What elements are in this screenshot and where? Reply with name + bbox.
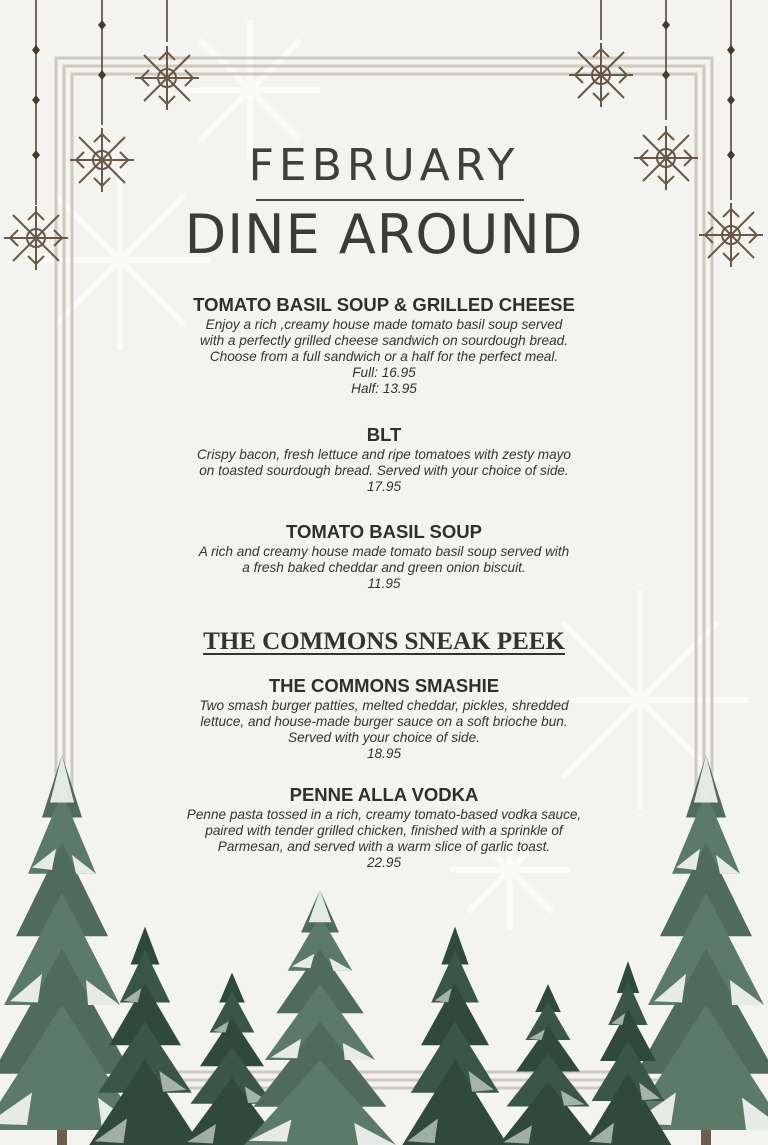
pine-tree-icon bbox=[402, 927, 507, 1145]
item-description: Served with your choice of side. bbox=[288, 730, 480, 745]
item-description: Parmesan, and served with a warm slice of garlic toast. bbox=[217, 839, 551, 854]
menu-month: FEBRUARY bbox=[248, 140, 520, 191]
item-description: Choose from a full sandwich or a half for the perfect meal. bbox=[209, 349, 559, 364]
menu-title: DINE AROUND bbox=[184, 203, 584, 266]
item-description: Penne pasta tossed in a rich, creamy tomato-based vodka sauce, bbox=[186, 807, 582, 822]
item-name: BLT bbox=[366, 424, 402, 445]
item-description: Enjoy a rich ,creamy house made tomato basil soup served bbox=[205, 317, 563, 332]
item-price: 22.95 bbox=[366, 855, 402, 870]
section-heading: THE COMMONS SNEAK PEEK bbox=[203, 628, 565, 655]
item-description: on toasted sourdough bread. Served with your choice of side. bbox=[199, 463, 569, 478]
item-description: a fresh baked cheddar and green onion biscuit. bbox=[242, 560, 526, 575]
item-name: THE COMMONS SMASHIE bbox=[268, 675, 500, 696]
item-description: Crispy bacon, fresh lettuce and ripe tomatoes with zesty mayo bbox=[196, 447, 571, 462]
item-price: Half: 13.95 bbox=[351, 381, 417, 396]
item-description: A rich and creamy house made tomato basil soup served with bbox=[198, 544, 570, 559]
item-name: TOMATO BASIL SOUP bbox=[286, 521, 482, 542]
item-price: Full: 16.95 bbox=[352, 365, 416, 380]
item-name: TOMATO BASIL SOUP & GRILLED CHEESE bbox=[193, 294, 575, 315]
pine-tree-icon bbox=[244, 890, 396, 1145]
pine-tree-icon bbox=[498, 984, 597, 1145]
item-price: 17.95 bbox=[366, 479, 402, 494]
item-description: paired with tender grilled chicken, finished with a sprinkle of bbox=[205, 823, 563, 838]
item-description: Two smash burger patties, melted cheddar, pickles, shredded bbox=[199, 698, 569, 713]
item-description: lettuce, and house-made burger sauce on a soft brioche bun. bbox=[200, 714, 568, 729]
item-price: 18.95 bbox=[366, 746, 402, 761]
item-price: 11.95 bbox=[367, 576, 401, 591]
item-description: with a perfectly grilled cheese sandwich on sourdough bread. bbox=[199, 333, 568, 348]
item-name: PENNE ALLA VODKA bbox=[289, 784, 479, 805]
